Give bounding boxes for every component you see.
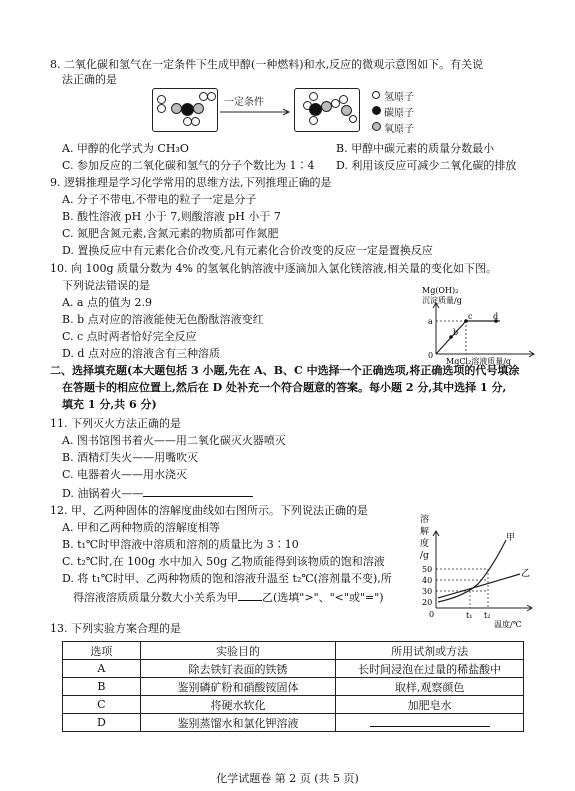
q11-option-d <box>62 485 253 501</box>
q12-option-b: B. t₁℃时甲溶液中溶质和溶剂的质量比为 3∶10 <box>62 538 299 551</box>
q12-option-a: A. 甲和乙两种物质的溶解度相等 <box>62 521 220 534</box>
q12-option-d-line1: D. 将 t₁℃时甲、乙两种物质的饱和溶液升温至 t₂℃(溶剂量不变),所 <box>62 572 392 585</box>
q12-curve-yi-label: 乙 <box>521 569 531 579</box>
q13-table <box>62 641 524 732</box>
header-option: 选项 <box>63 642 141 660</box>
row-a-method: 长时间浸泡在过量的稀盐酸中 <box>336 660 524 678</box>
q11-option-d-text: D. 油锅着火—— <box>62 487 144 500</box>
q12-ylabel-1: 溶 <box>420 515 430 525</box>
q10-stem-line1: 10. 向 100g 质量分数为 4% 的氢氧化钠溶液中逐滴加入氯化镁溶液,相关量的变化如下图。 <box>50 262 497 275</box>
section2-heading-line1: 二、选择填充题(本大题包括 3 小题,先在 A、B、C 中选择一个正确选项,将正确选项的代号填涂 <box>50 364 520 377</box>
q10-option-a: A. a 点的值为 2.9 <box>62 296 152 309</box>
q10-ylabel-line2: 沉淀质量/g <box>422 296 462 305</box>
row-c-method: 加肥皂水 <box>336 696 524 714</box>
reaction-condition-label: 一定条件 <box>224 97 264 108</box>
q10-precipitate-graph <box>388 284 538 366</box>
q11-answer-blank[interactable] <box>143 485 253 497</box>
q12-option-c: C. t₂℃时,在 100g 水中加入 50g 乙物质能得到该物质的饱和溶液 <box>62 555 385 568</box>
q12-curve-yi <box>438 574 520 598</box>
row-b-method: 取样,观察颜色 <box>336 678 524 696</box>
q9-option-d: D. 置换反应中有元素化合价改变,凡有元素化合价改变的反应一定是置换反应 <box>62 244 433 257</box>
reaction-arrow <box>218 108 292 116</box>
q9-option-b: B. 酸性溶液 pH 小于 7,则酸溶液 pH 小于 7 <box>62 210 281 223</box>
hydrogen-atom-legend-icon <box>372 91 380 99</box>
row-b-purpose: 鉴别磷矿粉和硝酸铵固体 <box>140 678 335 696</box>
q12-option-d-line2-b: 乙(选填">"、"<"或"=") <box>262 591 384 604</box>
q10-option-d: D. d 点对应的溶液含有三种溶质 <box>62 347 220 360</box>
row-d-purpose: 鉴别蒸馏水和氯化钾溶液 <box>140 714 335 732</box>
legend-carbon: 碳原子 <box>384 108 414 119</box>
reactants-box <box>152 88 218 132</box>
row-c-purpose: 将硬水软化 <box>140 696 335 714</box>
q10-option-c: C. c 点时两者恰好完全反应 <box>62 330 197 343</box>
row-b-option: B <box>63 678 141 696</box>
q12-curve-jia <box>438 540 506 602</box>
legend-oxygen: 氧原子 <box>384 124 414 135</box>
q10-xlabel: MgCl₂溶液质量/g <box>446 357 512 366</box>
carbon-atom-legend-icon <box>372 106 381 115</box>
section2-heading-line2: 在答题卡的相应位置上,然后在 D 处补充一个符合题意的答案。每小题 2 分,其中选择 1 分, <box>62 381 507 394</box>
q10-stem-line2: 下列说法错误的是 <box>62 279 150 292</box>
q10-point-b-label: b <box>453 328 459 337</box>
table-row <box>63 660 524 678</box>
row-d-option: D <box>63 714 141 732</box>
q9-stem: 9. 逻辑推理是学习化学常用的思维方法,下列推理正确的是 <box>50 176 332 189</box>
q12-xtick-t2: t₂ <box>484 611 491 620</box>
table-row <box>63 714 524 732</box>
row-a-purpose: 除去铁钉表面的铁锈 <box>140 660 335 678</box>
q12-option-d-line2 <box>73 589 384 605</box>
q8-stem-line1: 8. 二氧化碳和氢气在一定条件下生成甲醇(一种燃料)和水,反应的微观示意图如下。有关说 <box>50 58 484 71</box>
products-box <box>294 88 360 132</box>
q12-ytick-40: 40 <box>422 576 433 585</box>
header-purpose: 实验目的 <box>140 642 335 660</box>
q11-option-c: C. 电器着火——用水浇灭 <box>62 468 188 481</box>
q12-stem: 12. 甲、乙两种固体的溶解度曲线如右图所示。下列说法正确的是 <box>50 504 368 517</box>
q12-xtick-t1: t₁ <box>466 611 473 620</box>
q10-point-d-label: d <box>493 312 499 321</box>
q12-ytick-20: 20 <box>422 598 433 607</box>
q12-solubility-graph <box>410 510 538 628</box>
row-d-method <box>336 714 524 732</box>
q11-option-b: B. 酒精灯失火——用嘴吹灭 <box>62 451 199 464</box>
q8-option-a: A. 甲醇的化学式为 CH₃O <box>62 142 189 155</box>
q11-option-a: A. 图书馆图书着火——用二氧化碳灭火器喷灭 <box>62 434 286 447</box>
q12-answer-blank[interactable] <box>238 589 262 601</box>
q11-stem: 11. 下列灭火方法正确的是 <box>50 417 181 430</box>
q12-ylabel-4: /g <box>420 551 429 561</box>
q12-ylabel-2: 解 <box>420 527 430 537</box>
q13-stem: 13. 下列实验方案合理的是 <box>50 622 181 635</box>
header-method: 所用试剂或方法 <box>336 642 524 660</box>
q9-option-a: A. 分子不带电,不带电的粒子一定是分子 <box>62 193 257 206</box>
q12-curve-jia-label: 甲 <box>506 533 516 543</box>
q12-origin: 0 <box>429 610 435 619</box>
legend-hydrogen: 氢原子 <box>384 92 414 103</box>
page-footer: 化学试题卷 第 2 页 (共 5 页) <box>216 772 359 785</box>
q12-xlabel: 温度/℃ <box>494 620 522 628</box>
q8-option-b: B. 甲醇中碳元素的质量分数最小 <box>336 142 495 155</box>
q12-ylabel-3: 度 <box>420 539 430 549</box>
q8-stem-line2: 法正确的是 <box>62 73 117 86</box>
q8-option-c: C. 参加反应的二氧化碳和氢气的分子个数比为 1∶4 <box>62 159 315 172</box>
table-row <box>63 696 524 714</box>
q13-answer-blank[interactable] <box>370 715 490 727</box>
table-row <box>63 678 524 696</box>
q9-option-c: C. 氮肥含氮元素,含氮元素的物质都可作氮肥 <box>62 227 279 240</box>
q10-ylabel-line1: Mg(OH)₂ <box>422 286 459 295</box>
table-header-row <box>63 642 524 660</box>
q10-point-a-label: a <box>428 317 433 326</box>
q10-origin: 0 <box>428 351 434 360</box>
section2-heading-line3: 填充 1 分,共 6 分) <box>62 398 157 411</box>
q8-option-d: D. 利用该反应可减少二氧化碳的排放 <box>336 159 517 172</box>
q10-option-b: B. b 点对应的溶液能使无色酚酞溶液变红 <box>62 313 264 326</box>
q10-point-c-label: c <box>468 312 473 321</box>
row-c-option: C <box>63 696 141 714</box>
q12-option-d-line2-a: 得溶液溶质质量分数大小关系为甲 <box>73 591 238 604</box>
q12-ytick-30: 30 <box>422 587 433 596</box>
oxygen-atom-legend-icon <box>372 122 381 131</box>
row-a-option: A <box>63 660 141 678</box>
q12-ytick-50: 50 <box>422 565 433 574</box>
